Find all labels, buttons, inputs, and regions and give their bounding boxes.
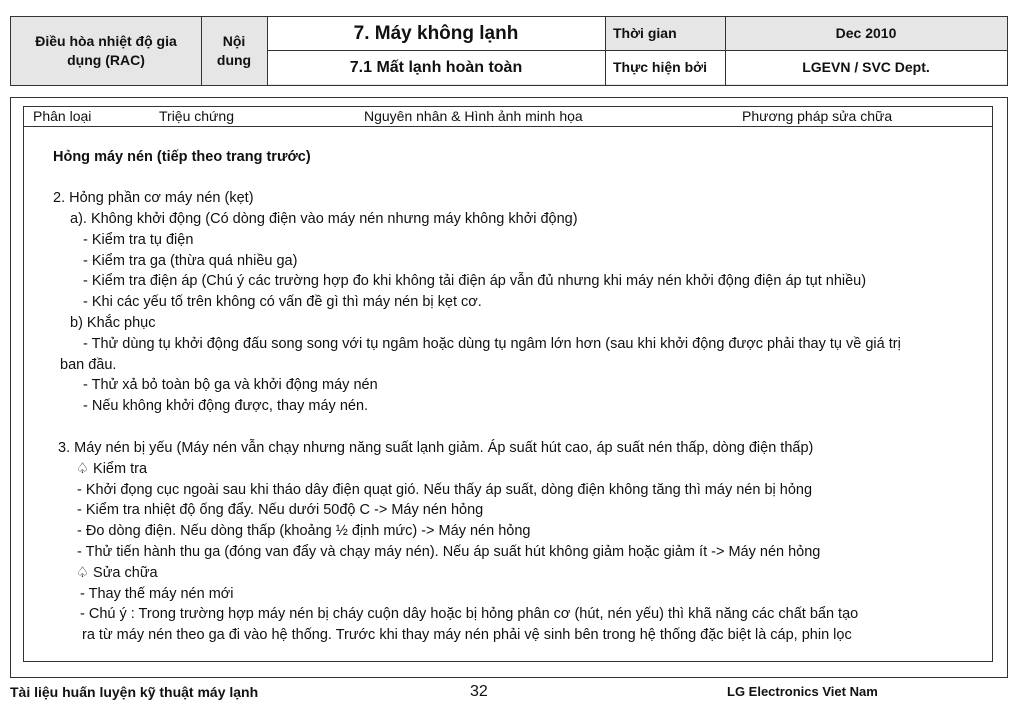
content-line: - Kiểm tra ga (thừa quá nhiều ga)	[83, 253, 298, 269]
content-line: - Khởi đọng cục ngoài sau khi tháo dây điện quạt gió. Nếu thấy áp suất, dòng điện không tăng thì máy nén bị hỏng	[77, 482, 813, 498]
time-value-cell	[725, 17, 1007, 50]
content-line: - Kiểm tra nhiệt độ ống đẩy. Nếu dưới 50độ C -> Máy nén hỏng	[77, 502, 484, 518]
content-line: ra từ máy nén theo ga đi vào hệ thống. Trước khi thay máy nén phải vệ sinh bên trong hệ thống đặc biệt là cáp, phin lọc	[82, 627, 852, 643]
section-title: 7.1 Mất lạnh hoàn toàn	[349, 58, 523, 76]
content-line: - Thử tiến hành thu ga (đóng van đẩy và chạy máy nén). Nếu áp suất hút không giảm hoặc giảm ít -> Máy nén hỏng	[77, 544, 821, 560]
column-header-category: Phân loại	[33, 108, 92, 124]
footer-company: LG Electronics Viet Nam	[727, 684, 878, 699]
performed-by-value-cell	[725, 50, 1007, 84]
column-header-symptom: Triệu chứng	[159, 108, 234, 124]
header-divider	[267, 17, 268, 85]
category-cell	[11, 17, 201, 84]
header-divider	[267, 50, 1007, 51]
content-line: ♤ Sửa chữa	[76, 565, 158, 581]
header-divider	[725, 17, 726, 85]
performed-by-label-cell	[605, 50, 725, 84]
header-divider	[605, 17, 606, 85]
header-table	[10, 16, 1008, 86]
content-line: 3. Máy nén bị yếu (Máy nén vẫn chạy nhưng năng suất lạnh giảm. Áp suất hút cao, áp suất nén thấp, dòng điện thấp)	[58, 440, 814, 456]
content-line: b) Khắc phục	[70, 315, 156, 331]
content-line: - Chú ý : Trong trường hợp máy nén bị cháy cuộn dây hoặc bị hỏng phân cơ (hút, nén yếu) thì khã năng các chất bẩn tạo	[80, 606, 859, 622]
column-header-divider	[24, 126, 992, 127]
footer-document-title: Tài liệu huấn luyện kỹ thuật máy lạnh	[10, 684, 259, 700]
category-label: Điều hòa nhiệt độ gia dụng (RAC)	[35, 32, 177, 68]
content-label-cell	[201, 17, 267, 84]
content-label: Nội dung	[216, 32, 252, 68]
column-header-repair: Phương pháp sửa chữa	[742, 108, 893, 124]
section-heading: Hỏng máy nén (tiếp theo trang trước)	[53, 149, 311, 165]
content-line: - Thử xả bỏ toàn bộ ga và khởi động máy nén	[83, 377, 378, 393]
content-line: ♤ Kiểm tra	[76, 461, 148, 477]
content-line: - Kiểm tra điện áp (Chú ý các trường hợp đo khi không tải điện áp vẫn đủ nhưng khi máy nén khởi động điện áp tụt nhiều)	[83, 273, 867, 289]
column-header-cause: Nguyên nhân & Hình ảnh minh họa	[364, 108, 583, 124]
content-line: a). Không khởi động (Có dòng điện vào máy nén nhưng máy không khởi động)	[70, 211, 578, 227]
content-line: - Khi các yếu tố trên không có vấn đề gì thì máy nén bị kẹt cơ.	[83, 294, 482, 310]
header-divider	[201, 17, 202, 85]
performed-by-value: LGEVN / SVC Dept.	[802, 58, 930, 75]
content-line: - Kiểm tra tụ điện	[83, 232, 194, 248]
chapter-title: 7. Máy không lạnh	[353, 23, 519, 44]
content-line: - Thử dùng tụ khởi động đấu song song với tụ ngâm hoặc dùng tụ ngâm lớn hơn (sau khi khởi động được phải thay tụ về giá trị	[83, 336, 901, 352]
content-line: - Thay thế máy nén mới	[80, 586, 234, 602]
performed-by-label: Thực hiện bởi	[613, 58, 707, 75]
content-line: - Đo dòng điện. Nếu dòng thấp (khoảng ½ định mức) -> Máy nén hỏng	[77, 523, 531, 539]
chapter-title-cell	[267, 17, 605, 50]
content-line: ban đầu.	[60, 357, 117, 373]
time-label: Thời gian	[613, 25, 677, 41]
content-line: 2. Hỏng phần cơ máy nén (kẹt)	[53, 190, 254, 206]
time-label-cell	[605, 17, 725, 50]
time-value: Dec 2010	[835, 25, 897, 41]
section-title-cell	[267, 50, 605, 84]
footer-page-number: 32	[470, 683, 488, 700]
content-line: - Nếu không khởi động được, thay máy nén.	[83, 398, 369, 414]
